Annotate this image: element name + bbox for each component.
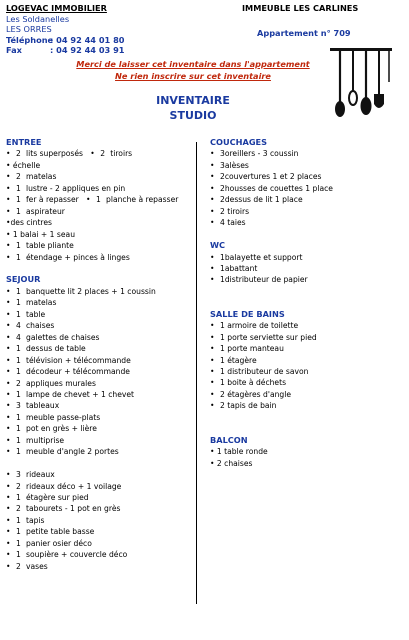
list-item <box>6 423 194 434</box>
item-quantity: 4 <box>16 321 21 331</box>
bullet: • <box>6 481 11 491</box>
list-item <box>6 469 194 480</box>
bullet: • <box>6 435 11 445</box>
item-quantity: 1 <box>16 298 21 308</box>
item-quantity: 2 <box>16 172 21 182</box>
item-text: chaises <box>26 321 55 331</box>
bullet: • <box>90 149 95 159</box>
sejour-list-2 <box>6 469 194 572</box>
salle-de-bains-list <box>210 320 405 412</box>
bullet: • <box>6 206 11 216</box>
bullet: • <box>210 263 215 273</box>
item-text: tableaux <box>26 401 60 411</box>
notice-line-2: Ne rien inscrire sur cet inventaire <box>115 71 271 81</box>
item-text: 4 taies <box>220 218 246 228</box>
item-text: 2couvertures 1 et 2 places <box>220 172 322 182</box>
item-text: étagère sur pied <box>26 493 89 503</box>
item-text: 1 porte manteau <box>220 344 284 354</box>
page-title: INVENTAIRE <box>156 94 230 107</box>
list-item <box>6 355 194 366</box>
item-quantity: 1 <box>16 447 21 457</box>
item-quantity: 1 <box>16 344 21 354</box>
bullet: • <box>6 149 11 159</box>
bullet: • <box>6 332 11 342</box>
list-item <box>210 263 405 274</box>
bullet: • <box>6 550 11 560</box>
bullet: • <box>6 561 11 571</box>
bullet: • <box>6 424 11 434</box>
section-title-balcon: BALCON <box>210 434 248 445</box>
item-text: 2 étagères d'angle <box>220 389 292 399</box>
list-item <box>6 148 194 159</box>
sejour-list <box>6 286 194 458</box>
list-item <box>6 446 194 457</box>
left-column <box>6 137 194 572</box>
list-item <box>210 183 405 194</box>
bullet: • <box>6 389 11 399</box>
bullet: • <box>6 252 11 262</box>
list-item <box>6 538 194 549</box>
kitchen-utensils-icon <box>328 42 394 120</box>
bullet: • <box>6 344 11 354</box>
item-quantity: 1 <box>16 550 21 560</box>
item-text: lampe de chevet + 1 chevet <box>26 389 135 399</box>
company-name: LOGEVAC IMMOBILIER <box>6 3 107 13</box>
item-text: soupière + couvercle déco <box>26 550 128 560</box>
bullet: • <box>6 378 11 388</box>
list-item <box>6 297 194 308</box>
list-item <box>210 252 405 263</box>
bullet: • <box>86 195 91 205</box>
list-item <box>210 194 405 205</box>
item-text: 2 tiroirs <box>220 206 250 216</box>
bullet: • <box>210 332 215 342</box>
list-item <box>6 320 194 331</box>
list-item: • échelle <box>6 160 41 170</box>
section-title-wc: WC <box>210 240 226 251</box>
bullet: • <box>6 241 11 251</box>
bullet: • <box>6 286 11 296</box>
bullet: • <box>6 447 11 457</box>
item-quantity: 2 <box>16 504 21 514</box>
list-item <box>6 240 194 251</box>
bullet: • <box>210 252 215 262</box>
list-item: • 1 balai + 1 seau <box>6 229 76 239</box>
section-title-entree: ENTREE <box>6 137 42 147</box>
bullet: • <box>6 527 11 537</box>
item-quantity: 1 <box>96 195 101 205</box>
item-quantity: 1 <box>16 367 21 377</box>
item-text: meuble passe-plats <box>26 412 101 422</box>
item-quantity: 1 <box>16 252 21 262</box>
list-item <box>210 148 405 159</box>
item-text: décodeur + télécommande <box>26 367 130 377</box>
list-item <box>6 343 194 354</box>
item-quantity: 1 <box>16 195 21 205</box>
item-text: télévision + télécommande <box>26 355 131 365</box>
bullet: • <box>210 367 215 377</box>
item-text: 2 tapis de bain <box>220 401 277 411</box>
bullet: • <box>6 493 11 503</box>
item-text: rideaux déco + 1 voilage <box>26 481 122 491</box>
item-quantity: 2 <box>16 561 21 571</box>
item-text: dessus de table <box>26 344 86 354</box>
list-item <box>6 309 194 320</box>
item-text: table pliante <box>26 241 74 251</box>
item-text: banquette lit 2 places + 1 coussin <box>26 286 156 296</box>
list-item <box>210 343 405 354</box>
list-item <box>6 378 194 389</box>
right-column <box>210 137 405 469</box>
list-item <box>6 366 194 377</box>
item-text: étendage + pinces à linges <box>26 252 130 262</box>
bullet: • <box>210 378 215 388</box>
bullet: • <box>6 183 11 193</box>
item-text: matelas <box>26 298 57 308</box>
item-text: 1balayette et support <box>220 252 303 262</box>
item-text: 1 étagère <box>220 355 257 365</box>
item-text: 1 porte serviette sur pied <box>220 332 317 342</box>
item-text: 1abattant <box>220 263 258 273</box>
list-item <box>6 183 194 194</box>
item-quantity: 1 <box>16 493 21 503</box>
list-item <box>6 286 194 297</box>
notice-line-1: Merci de laisser cet inventaire dans l'appartement <box>76 59 310 69</box>
item-text: multiprise <box>26 435 65 445</box>
list-item <box>210 274 405 285</box>
phone-line <box>6 35 125 46</box>
item-text: pot en grès + lière <box>26 424 97 434</box>
item-text: appliques murales <box>26 378 96 388</box>
item-text: 1 distributeur de savon <box>220 367 309 377</box>
list-item <box>210 377 405 388</box>
list-item <box>6 332 194 343</box>
list-item <box>6 503 194 514</box>
list-item <box>210 320 405 331</box>
item-text: matelas <box>26 172 57 182</box>
item-quantity: 1 <box>16 286 21 296</box>
list-item <box>210 446 405 457</box>
list-item <box>210 332 405 343</box>
item-text: table <box>26 309 46 319</box>
bullet: • <box>210 389 215 399</box>
item-text: rideaux <box>26 470 55 480</box>
item-text: • 1 table ronde <box>210 447 268 457</box>
item-text: 3alèses <box>220 160 249 170</box>
bullet: • <box>210 401 215 411</box>
item-quantity: 1 <box>16 515 21 525</box>
item-quantity: 3 <box>16 401 21 411</box>
bullet: • <box>6 538 11 548</box>
bullet: • <box>210 172 215 182</box>
item-text: tabourets - 1 pot en grès <box>26 504 121 514</box>
bullet: • <box>6 195 11 205</box>
list-item <box>210 400 405 411</box>
list-item <box>210 389 405 400</box>
column-divider <box>196 142 197 604</box>
bullet: • <box>210 195 215 205</box>
phone-label: Téléphone <box>6 34 54 45</box>
item-quantity: 1 <box>16 241 21 251</box>
list-item <box>210 458 405 469</box>
bullet: • <box>6 515 11 525</box>
item-quantity: 1 <box>16 424 21 434</box>
item-quantity: 1 <box>16 355 21 365</box>
item-text: aspirateur <box>26 206 65 216</box>
list-item <box>210 217 405 228</box>
item-quantity: 1 <box>16 435 21 445</box>
bullet: • <box>6 367 11 377</box>
phone-value: : 04 92 44 01 80 <box>50 34 125 45</box>
item-text: 3oreillers - 3 coussin <box>220 149 299 159</box>
list-item <box>6 400 194 411</box>
item-text: meuble d'angle 2 portes <box>26 447 119 457</box>
address-line-2: LES ORRES <box>6 24 52 35</box>
item-quantity: 3 <box>16 470 21 480</box>
bullet: • <box>210 355 215 365</box>
item-text: panier osier déco <box>26 538 92 548</box>
list-item <box>6 206 194 217</box>
list-item <box>6 526 194 537</box>
list-item <box>6 252 194 263</box>
list-item <box>6 515 194 526</box>
bullet: • <box>6 298 11 308</box>
address-line-1: Les Soldanelles <box>6 13 70 24</box>
fax-value: : 04 92 44 03 91 <box>50 45 125 56</box>
item-quantity: 2 <box>100 149 106 159</box>
list-item <box>6 492 194 503</box>
section-title-couchages: COUCHAGES <box>210 137 268 147</box>
list-item <box>6 435 194 446</box>
bullet: • <box>6 355 11 365</box>
item-text: tiroirs <box>110 149 133 159</box>
fax-line <box>6 45 125 56</box>
bullet: • <box>210 183 215 193</box>
item-text: 1distributeur de papier <box>220 275 308 285</box>
item-text: planche à repasser <box>106 195 179 205</box>
bullet: • <box>210 344 215 354</box>
item-quantity: 2 <box>16 149 21 159</box>
section-title-salle-de-bains: SALLE DE BAINS <box>210 308 285 319</box>
list-item <box>210 160 405 171</box>
item-quantity: 1 <box>16 206 21 216</box>
bullet: • <box>210 149 215 159</box>
bullet: • <box>210 218 215 228</box>
bullet: • <box>210 206 215 216</box>
item-quantity: 4 <box>16 332 21 342</box>
page-subtitle: STUDIO <box>169 109 217 122</box>
item-text: petite table basse <box>26 527 95 537</box>
item-text: fer à repasser <box>26 195 79 205</box>
wc-list <box>210 252 405 286</box>
item-quantity: 1 <box>16 527 21 537</box>
list-item <box>210 206 405 217</box>
list-item <box>6 549 194 560</box>
item-text: 1 armoire de toilette <box>220 321 299 331</box>
couchages-list <box>210 148 405 228</box>
bullet: • <box>6 504 11 514</box>
list-item <box>210 171 405 182</box>
bullet: • <box>210 321 215 331</box>
bullet: • <box>6 401 11 411</box>
list-item <box>6 171 194 182</box>
item-text: vases <box>26 561 48 571</box>
item-quantity: 1 <box>16 389 21 399</box>
item-text: • 2 chaises <box>210 458 253 468</box>
item-text: tapis <box>26 515 45 525</box>
bullet: • <box>6 309 11 319</box>
item-text: galettes de chaises <box>26 332 100 342</box>
item-quantity: 1 <box>16 412 21 422</box>
item-quantity: 1 <box>16 538 21 548</box>
bullet: • <box>6 470 11 480</box>
item-quantity: 2 <box>16 378 21 388</box>
section-title-sejour: SEJOUR <box>6 274 41 285</box>
fax-label: Fax <box>6 45 22 56</box>
apartment-number: Appartement n° 709 <box>257 28 351 38</box>
bullet: • <box>6 412 11 422</box>
item-quantity: 1 <box>16 309 21 319</box>
bullet: • <box>6 172 11 182</box>
item-text: 2housses de couettes 1 place <box>220 183 333 193</box>
list-item <box>6 412 194 423</box>
bullet: • <box>210 160 215 170</box>
list-item <box>210 366 405 377</box>
list-item <box>6 481 194 492</box>
agency-header <box>6 3 125 56</box>
list-item <box>210 355 405 366</box>
item-text: lustre - 2 appliques en pin <box>26 183 126 193</box>
item-text: lits superposés <box>26 149 84 159</box>
item-quantity: 2 <box>16 481 21 491</box>
list-item <box>6 561 194 572</box>
item-quantity: 1 <box>16 183 21 193</box>
bullet: • <box>210 275 215 285</box>
list-item <box>6 389 194 400</box>
item-text: 1 boite à déchets <box>220 378 287 388</box>
item-text: 2dessus de lit 1 place <box>220 195 303 205</box>
list-item <box>6 194 194 205</box>
bullet: • <box>6 321 11 331</box>
list-item: •des cintres <box>6 218 52 228</box>
building-name: IMMEUBLE LES CARLINES <box>242 3 359 13</box>
balcon-list <box>210 446 405 469</box>
